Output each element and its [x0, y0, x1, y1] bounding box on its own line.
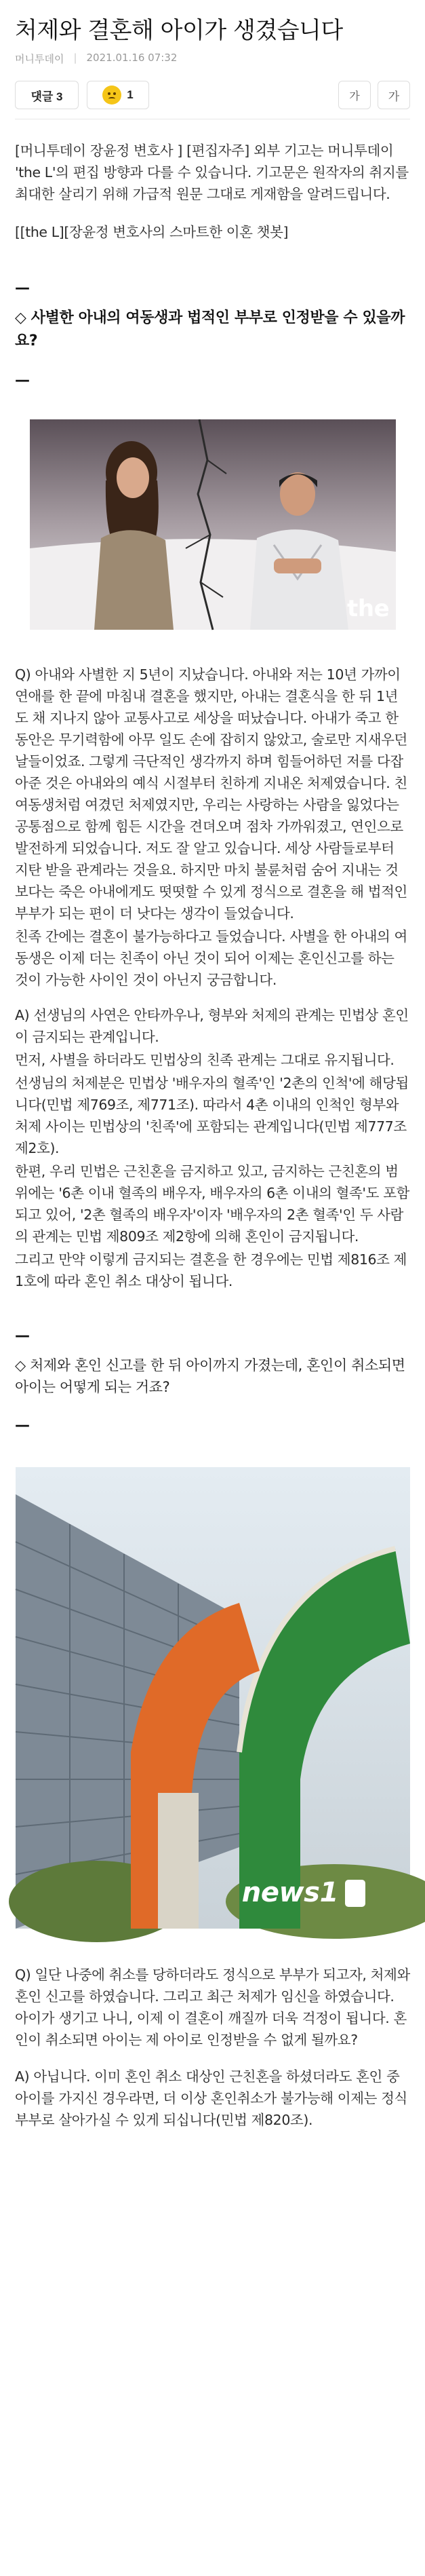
article-body — [15, 140, 410, 2131]
font-increase-button[interactable]: 가 — [378, 81, 410, 109]
meta-divider: | — [73, 52, 77, 64]
court-building-icon — [16, 1467, 410, 1929]
action-bar — [15, 81, 410, 119]
news-logo: news1 — [241, 1877, 338, 1908]
couple-illustration-icon — [30, 419, 411, 630]
answer-paragraph-3: 선생님의 처제분은 민법상 '배우자의 혈족'인 '2촌의 인척'에 해당됩니다(민법 제769조, 제771조). 따라서 4촌 이내의 인척인 형부와 처제 사이는 민법상의 '친족'에 포함되는 관계입니다(민법 제777조 제2호). — [15, 1075, 409, 1156]
section-divider: — — [15, 1417, 30, 1434]
source-name[interactable]: 머니투데이 — [15, 53, 64, 65]
reaction-button[interactable] — [87, 81, 149, 109]
answer-paragraph-6: A) 아닙니다. 이미 혼인 취소 대상인 근친혼을 하셨더라도 혼인 중 아이를 가지신 경우라면, 더 이상 혼인취소가 불가능해 이제는 정식 부부로 살아가실 수 있게 되십니다(민법 제820조). — [15, 2068, 407, 2128]
comment-button[interactable]: 댓글 3 — [15, 81, 79, 109]
font-decrease-button[interactable]: 가 — [338, 81, 371, 109]
article-title: 처제와 결혼해 아이가 생겼습니다 — [15, 17, 343, 44]
illustration-couple-image — [30, 419, 411, 630]
article-meta — [15, 52, 410, 66]
series-label: [[the L][장윤정 변호사의 스마트한 이혼 챗봇] — [15, 224, 289, 240]
question-paragraph-1: Q) 아내와 사별한 지 5년이 지났습니다. 아내와 저는 10년 가까이 연애를 한 끝에 마침내 결혼을 했지만, 아내는 결혼식을 한 뒤 1년도 채 지나지 않아 교통사고로 세상을 떠났습니다. 아내가 죽고 한동안은 무기력함에 아무 일도 손에 잡히지 않았고, 술로만 지새우던 날들이었죠. 그렇게 극단적인 생각까지 하며 힘들어하던 저를 다잡아준 것은 아내와의 예식 시절부터 친하게 지내온 처제였습니다. 친여동생처럼 여겼던 처제였지만, 우리는 사랑하는 사람을 잃었다는 공통점으로 함께 힘든 시간을 견뎌오며 점차 가까워졌고, 연인으로 발전하게 되었습니다. 저도 잘 알고 있습니다. 세상 사람들로부터 지탄 받을 관계라는 것을요. 하지만 마치 불륜처럼 숨어 지내는 것보다는 죽은 아내에게도 떳떳할 수 있게 정식으로 결혼을 해 법적인 부부가 되는 편이 더 낫다는 생각이 들었습니다. — [15, 666, 407, 922]
question-paragraph-3: Q) 일단 나중에 취소를 당하더라도 정식으로 부부가 되고자, 처제와 혼인 신고를 하였습니다. 그리고 최근 처제가 임신을 하였습니다. 아이가 생기고 나니, 이제 이 결혼이 깨질까 더욱 걱정이 됩니다. 혼인이 취소되면 아이는 제 아이로 인정받을 수 없게 될까요? — [15, 1967, 410, 2048]
publish-time: 2021.01.16 07:32 — [86, 52, 178, 64]
answer-paragraph-1: A) 선생님의 사연은 안타까우나, 형부와 처제의 관계는 민법상 혼인이 금지되는 관계입니다. — [15, 1007, 409, 1045]
section-divider: — — [15, 1327, 30, 1344]
question-paragraph-2: 친족 간에는 결혼이 불가능하다고 들었습니다. 사별을 한 아내의 여동생은 이제 더는 친족이 아닌 것이 되어 이제는 혼인신고를 하는 것이 가능한 사이인 것이 아닌지 궁금합니다. — [15, 928, 407, 988]
reaction-count: 1 — [127, 88, 134, 101]
question-heading-2: ◇ 처제와 혼인 신고를 한 뒤 아이까지 가졌는데, 혼인이 취소되면 아이는 어떻게 되는 거죠? — [15, 1357, 405, 1395]
section-divider: — — [15, 372, 30, 389]
answer-paragraph-2: 먼저, 사별을 하더라도 민법상의 친족 관계는 그대로 유지됩니다. — [15, 1052, 394, 1068]
question-heading-1: ◇ 사별한 아내의 여동생과 법적인 부부로 인정받을 수 있을까요? — [15, 309, 405, 349]
answer-paragraph-4: 한편, 우리 민법은 근친혼을 금지하고 있고, 금지하는 근친혼의 범위에는 '6촌 이내 혈족의 배우자, 배우자의 6촌 이내의 혈족'도 포함되고 있어, '2촌 혈족의 배우자'이자 '배우자의 2촌 혈족'인 두 사람의 관계는 민법 제809조 제2항에 의해 혼인이 금지됩니다. — [15, 1163, 409, 1245]
section-divider: — — [15, 280, 30, 297]
court-building-image — [16, 1467, 410, 1929]
sad-face-icon — [102, 86, 121, 105]
image-watermark: the L — [346, 595, 411, 622]
answer-paragraph-5: 그리고 만약 이렇게 금지되는 결혼을 한 경우에는 민법 제816조 제1호에 따라 혼인 취소 대상이 됩니다. — [15, 1251, 407, 1289]
editor-note: [머니투데이 장윤정 변호사 ] [편집자주] 외부 기고는 머니투데이 'the L'의 편집 방향과 다를 수 있습니다. 기고문은 원작자의 취지를 최대한 살리기 위해 가급적 원문 그대로 게재함을 알려드립니다. — [15, 143, 409, 202]
